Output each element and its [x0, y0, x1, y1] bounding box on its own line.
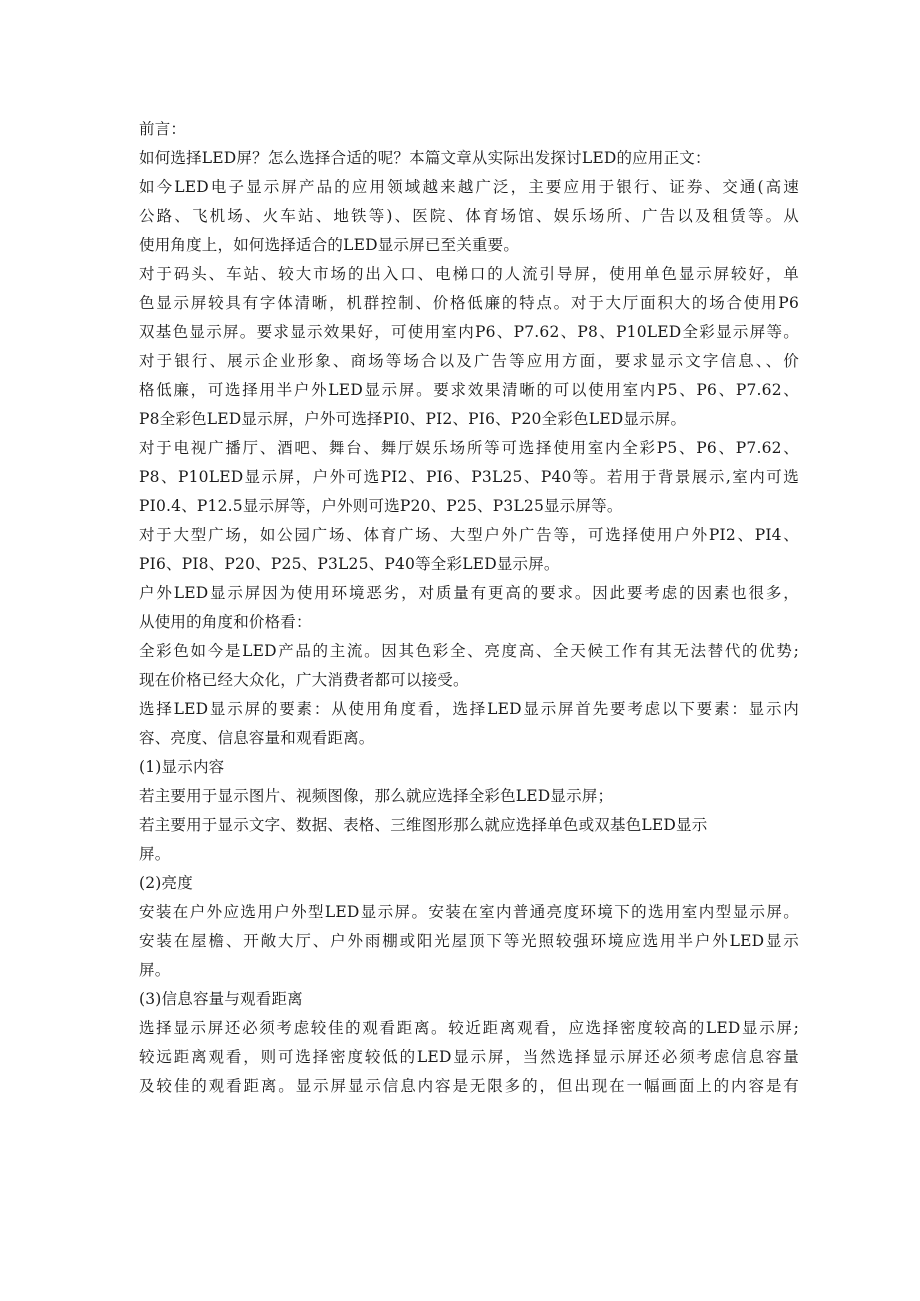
text-line: 选择显示屏还必须考虑较佳的观看距离。较近距离观看，应选择密度较高的LED显示屏;: [139, 1019, 799, 1037]
text-line: 屏。: [139, 961, 171, 979]
text-line: 户外LED显示屏因为使用环境恶劣，对质量有更高的要求。因此要考虑的因素也很多，: [139, 584, 799, 602]
text-line: 对于大型广场，如公园广场、体育广场、大型户外广告等，可选择使用户外PI2、PI4、: [139, 526, 799, 544]
text-line: P8全彩色LED显示屏，户外可选择PI0、PI2、PI6、P20全彩色LED显示屏。: [139, 410, 687, 428]
text-line: 格低廉，可选择用半户外LED显示屏。要求效果清晰的可以使用室内P5、P6、P7.62、: [139, 381, 799, 399]
text-line: 对于码头、车站、较大市场的出入口、电梯口的人流引导屏，使用单色显示屏较好，单: [139, 265, 799, 283]
text-line: 屏。: [139, 845, 171, 863]
heading-preface: 前言：: [139, 120, 187, 138]
text-line: 从使用的角度和价格看：: [139, 613, 312, 631]
text-line: 选择LED显示屏的要素：从使用角度看，选择LED显示屏首先要考虑以下要素：显示内: [139, 700, 799, 718]
text-line: 及较佳的观看距离。显示屏显示信息内容是无限多的，但出现在一幅画面上的内容是有: [139, 1077, 799, 1095]
text-line: P8、P10LED显示屏，户外可选PI2、PI6、P3L25、P40等。若用于背景展示,室内可选: [139, 468, 799, 486]
text-line: 如今LED电子显示屏产品的应用领域越来越广泛，主要应用于银行、证券、交通(高速: [139, 178, 799, 196]
text-line: 公路、飞机场、火车站、地铁等)、医院、体育场馆、娱乐场所、广告以及租赁等。从: [139, 207, 799, 225]
text-line: 较远距离观看，则可选择密度较低的LED显示屏，当然选择显示屏还必须考虑信息容量: [139, 1048, 799, 1066]
section-heading-capacity-distance: (3)信息容量与观看距离: [139, 990, 303, 1008]
text-line: 安装在屋檐、开敞大厅、户外雨棚或阳光屋顶下等光照较强环境应选用半户外LED显示: [139, 932, 799, 950]
text-line: 双基色显示屏。要求显示效果好，可使用室内P6、P7.62、P8、P10LED全彩显示屏等。: [139, 323, 799, 341]
text-line: 容、亮度、信息容量和观看距离。: [139, 729, 375, 747]
section-heading-brightness: (2)亮度: [139, 874, 193, 892]
document-body: [139, 115, 799, 1101]
text-line: 若主要用于显示图片、视频图像，那么就应选择全彩色LED显示屏；: [139, 787, 614, 805]
text-line: 现在价格已经大众化，广大消费者都可以接受。: [139, 671, 469, 689]
text-line: 全彩色如今是LED产品的主流。因其色彩全、亮度高、全天候工作有其无法替代的优势;: [139, 642, 799, 660]
text-line: 对于电视广播厅、酒吧、舞台、舞厅娱乐场所等可选择使用室内全彩P5、P6、P7.62、: [139, 439, 799, 457]
text-line: PI0.4、P12.5显示屏等，户外则可选P20、P25、P3L25显示屏等。: [139, 497, 623, 515]
section-heading-display-content: (1)显示内容: [139, 758, 225, 776]
text-line: 若主要用于显示文字、数据、表格、三维图形那么就应选择单色或双基色LED显示: [139, 816, 708, 834]
text-line: 使用角度上，如何选择适合的LED显示屏已至关重要。: [139, 236, 520, 254]
text-line: 安装在户外应选用户外型LED显示屏。安装在室内普通亮度环境下的选用室内型显示屏。: [139, 903, 799, 921]
text-line: 色显示屏较具有字体清晰，机群控制、价格低廉的特点。对于大厅面积大的场合使用P6: [139, 294, 799, 312]
text-line: PI6、PI8、P20、P25、P3L25、P40等全彩LED显示屏。: [139, 555, 560, 573]
text-line: 对于银行、展示企业形象、商场等场合以及广告等应用方面，要求显示文字信息、、价: [139, 352, 799, 370]
text-line: 如何选择LED屏？怎么选择合适的呢？本篇文章从实际出发探讨LED的应用正文：: [139, 149, 711, 167]
